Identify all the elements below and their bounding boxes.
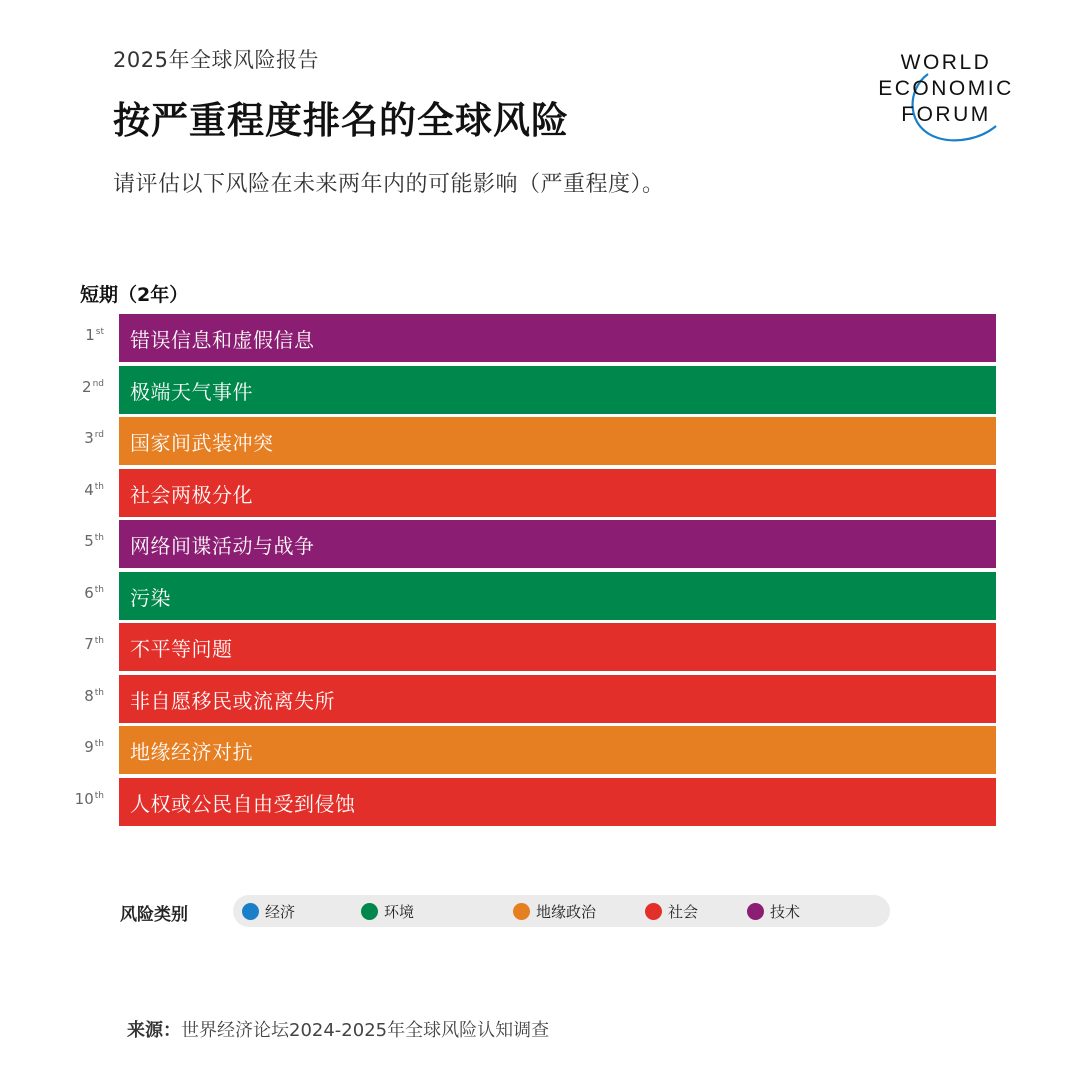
risk-label: 人权或公民自由受到侵蚀 xyxy=(130,791,356,816)
risk-bar xyxy=(119,778,996,826)
legend-item xyxy=(645,901,698,922)
rank-number: 10 xyxy=(74,790,94,808)
rank-suffix: th xyxy=(94,533,104,543)
page-title: 按严重程度排名的全球风险 xyxy=(113,99,569,142)
rank-label xyxy=(0,481,104,499)
rank-number: 7 xyxy=(84,635,94,653)
logo-line-2: ECONOMIC xyxy=(878,77,1014,100)
rank-label xyxy=(0,532,104,550)
risk-bar xyxy=(119,572,996,620)
rank-suffix: th xyxy=(94,636,104,646)
legend-label: 地缘政治 xyxy=(536,903,597,921)
kicker-title: 2025年全球风险报告 xyxy=(113,48,319,72)
risk-label: 国家间武装冲突 xyxy=(130,430,274,455)
legend-label: 经济 xyxy=(265,903,296,921)
logo-line-1: WORLD xyxy=(900,51,992,74)
rank-suffix: th xyxy=(94,688,104,698)
risk-label: 网络间谍活动与战争 xyxy=(130,533,315,558)
legend-color-dot xyxy=(747,903,764,920)
risk-label: 极端天气事件 xyxy=(130,379,253,404)
legend-item xyxy=(747,901,800,922)
legend-color-dot xyxy=(242,903,259,920)
source-note xyxy=(127,1016,549,1042)
rank-suffix: th xyxy=(94,739,104,749)
legend-color-dot xyxy=(361,903,378,920)
rank-label xyxy=(0,687,104,705)
rank-suffix: nd xyxy=(92,379,104,389)
rank-label xyxy=(0,584,104,602)
rank-number: 3 xyxy=(84,429,94,447)
rank-label xyxy=(0,738,104,756)
legend-item xyxy=(242,901,295,922)
rank-label xyxy=(0,790,104,808)
rank-number: 8 xyxy=(84,687,94,705)
risk-label: 社会两极分化 xyxy=(130,482,253,507)
rank-label xyxy=(0,326,104,344)
legend-color-dot xyxy=(645,903,662,920)
risk-label: 污染 xyxy=(130,585,171,610)
rank-number: 4 xyxy=(84,481,94,499)
risk-label: 地缘经济对抗 xyxy=(130,739,253,764)
rank-label xyxy=(0,429,104,447)
rank-label xyxy=(0,635,104,653)
risk-bar xyxy=(119,417,996,465)
legend-color-dot xyxy=(513,903,530,920)
rank-suffix: rd xyxy=(94,430,104,440)
source-text: 世界经济论坛2024-2025年全球风险认知调查 xyxy=(181,1020,550,1041)
rank-suffix: st xyxy=(95,327,104,337)
risk-bar xyxy=(119,623,996,671)
rank-suffix: th xyxy=(94,791,104,801)
page-subtitle: 请评估以下风险在未来两年内的可能影响（严重程度）。 xyxy=(113,172,665,197)
rank-number: 1 xyxy=(85,326,95,344)
legend-title: 风险类别 xyxy=(120,905,188,925)
risk-bar xyxy=(119,366,996,414)
risk-bar xyxy=(119,314,996,362)
rank-suffix: th xyxy=(94,585,104,595)
risk-label: 不平等问题 xyxy=(130,636,233,661)
legend-label: 技术 xyxy=(770,903,801,921)
legend-item xyxy=(513,901,596,922)
risk-bar xyxy=(119,726,996,774)
rank-number: 5 xyxy=(84,532,94,550)
rank-suffix: th xyxy=(94,482,104,492)
source-label: 来源： xyxy=(127,1020,181,1041)
logo-line-3: FORUM xyxy=(901,103,991,126)
risk-label: 错误信息和虚假信息 xyxy=(130,327,315,352)
legend-label: 环境 xyxy=(384,903,415,921)
risk-bar xyxy=(119,520,996,568)
rank-number: 9 xyxy=(84,738,94,756)
legend-item xyxy=(361,901,414,922)
wef-logo xyxy=(866,50,1026,146)
rank-label xyxy=(0,378,104,396)
legend-label: 社会 xyxy=(668,903,699,921)
section-label: 短期（2年） xyxy=(80,284,189,306)
risk-bar xyxy=(119,675,996,723)
rank-number: 2 xyxy=(82,378,92,396)
rank-number: 6 xyxy=(84,584,94,602)
risk-label: 非自愿移民或流离失所 xyxy=(130,688,335,713)
risk-bar xyxy=(119,469,996,517)
